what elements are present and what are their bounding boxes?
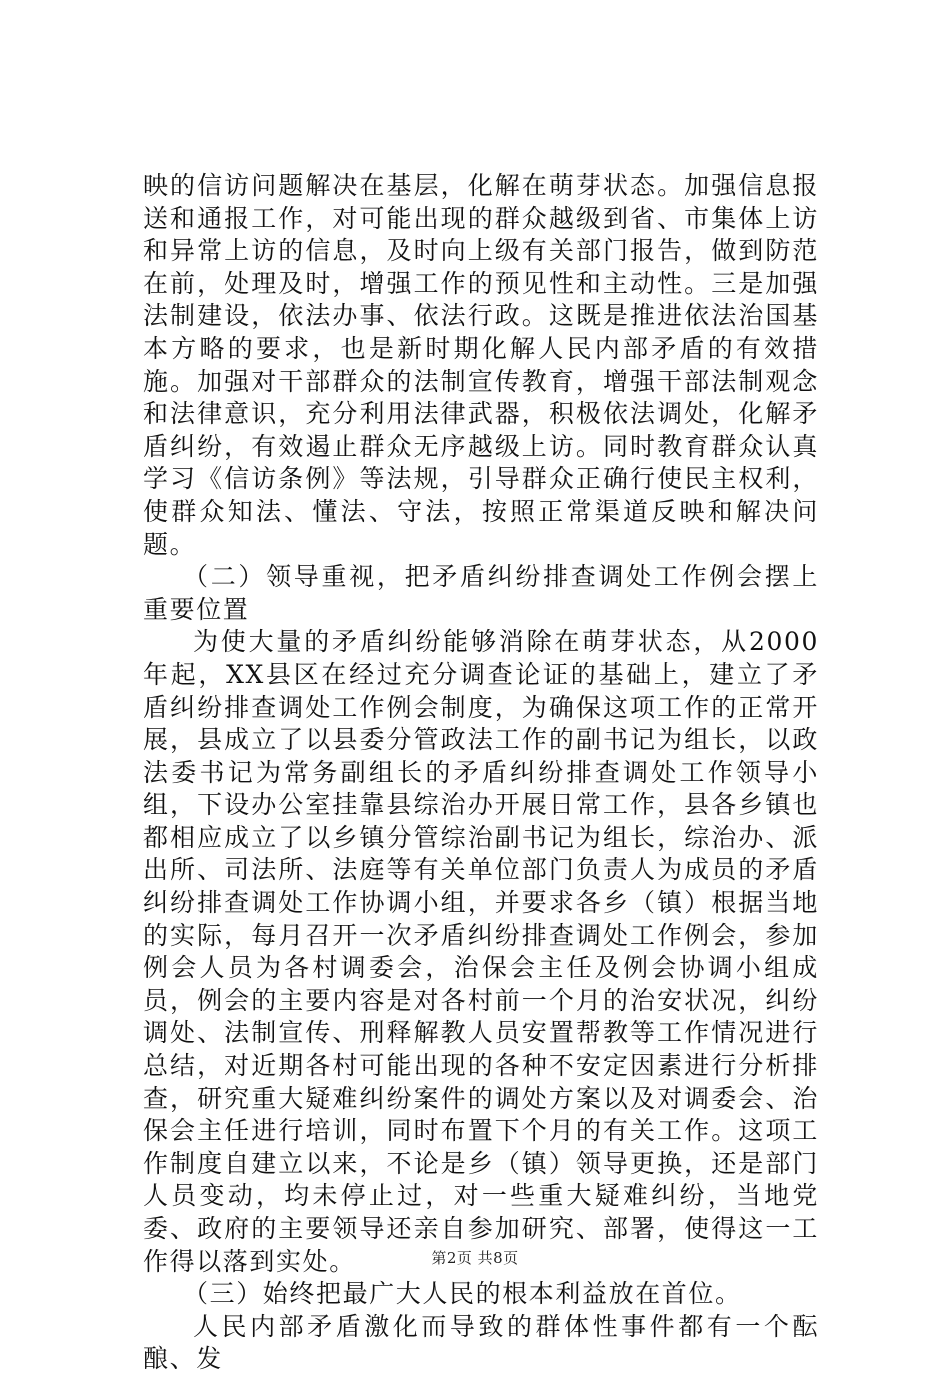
- paragraph-section-3: 人民内部矛盾激化而导致的群体性事件都有一个酝酿、发: [143, 1311, 819, 1374]
- paragraph-section-2: 为使大量的矛盾纠纷能够消除在萌芽状态，从2000年起，XX县区在经过充分调查论证的基础上，建立了矛盾纠纷排查调处工作例会制度，为确保这项工作的正常开展，县成立了以县委分管政法工作的副书记为组长，以政法委书记为常务副组长的矛盾纠纷排查调处工作领导小组，下设办公室挂靠县综治办开展日常工作，县各乡镇也都相应成立了以乡镇分管综治副书记为组长，综治办、派出所、司法所、法庭等有关单位部门负责人为成员的矛盾纠纷排查调处工作协调小组，并要求各乡（镇）根据当地的实际，每月召开一次矛盾纠纷排查调处工作例会，参加例会人员为各村调委会，治保会主任及例会协调小组成员，例会的主要内容是对各村前一个月的治安状况，纠纷调处、法制宣传、刑释解教人员安置帮教等工作情况进行总结，对近期各村可能出现的各种不安定因素进行分析排查，研究重大疑难纠纷案件的调处方案以及对调委会、治保会主任进行培训，同时布置下个月的有关工作。这项工作制度自建立以来，不论是乡（镇）领导更换，还是部门人员变动，均未停止过，对一些重大疑难纠纷，当地党委、政府的主要领导还亲自参加研究、部署，使得这一工作得以落到实处。: [143, 627, 819, 1276]
- page-number-label: 第2页 共8页: [431, 1249, 519, 1267]
- paragraph-continuation: 映的信访问题解决在基层，化解在萌芽状态。加强信息报送和通报工作，对可能出现的群众越级到省、市集体上访和异常上访的信息，及时向上级有关部门报告，做到防范在前，处理及时，增强工作的预见性和主动性。三是加强法制建设，依法办事、依法行政。这既是推进依法治国基本方略的要求，也是新时期化解人民内部矛盾的有效措施。加强对干部群众的法制宣传教育，增强干部法制观念和法律意识，充分利用法律武器，积极依法调处，化解矛盾纠纷，有效遏止群众无序越级上访。同时教育群众认真学习《信访条例》等法规，引导群众正确行使民主权利，使群众知法、懂法、守法，按照正常渠道反映和解决问题。: [143, 171, 819, 559]
- section-heading-3: （三）始终把最广大人民的根本利益放在首位。: [183, 1279, 742, 1309]
- section-heading-2: （二）领导重视，把矛盾纠纷排查调处工作例会摆上重要位置: [143, 562, 819, 624]
- document-body: [143, 170, 819, 1376]
- page-footer: [0, 1247, 950, 1268]
